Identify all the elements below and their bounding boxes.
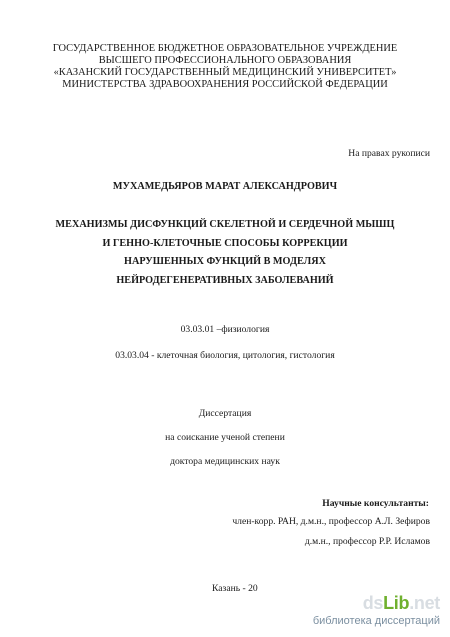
dslib-watermark[interactable] bbox=[310, 593, 440, 633]
rights-note: На правах рукописи bbox=[348, 148, 430, 159]
institution-line-4: МИНИСТЕРСТВА ЗДРАВООХРАНЕНИЯ РОССИЙСКОЙ ФЕДЕРАЦИИ bbox=[62, 79, 388, 90]
consultant-1: член-корр. РАН, д.м.н., профессор А.Л. Зефиров bbox=[232, 516, 430, 527]
title-line-1: МЕХАНИЗМЫ ДИСФУНКЦИЙ СКЕЛЕТНОЙ И СЕРДЕЧНОЙ МЫШЦ bbox=[55, 219, 395, 230]
degree-line-3: доктора медицинских наук bbox=[170, 456, 280, 467]
consultant-2: д.м.н., профессор Р.Р. Исламов bbox=[304, 536, 430, 547]
title-line-3: НАРУШЕННЫХ ФУНКЦИЙ В МОДЕЛЯХ bbox=[124, 256, 326, 267]
degree-line-1: Диссертация bbox=[198, 408, 252, 419]
institution-line-1: ГОСУДАРСТВЕННОЕ БЮДЖЕТНОЕ ОБРАЗОВАТЕЛЬНОЕ УЧРЕЖДЕНИЕ bbox=[52, 43, 398, 54]
dslib-subtitle: библиотека диссертаций bbox=[312, 615, 440, 627]
place-year: Казань - 20 bbox=[212, 583, 258, 594]
specialty-1: 03.03.01 –физиология bbox=[180, 324, 270, 335]
institution-line-2: ВЫСШЕГО ПРОФЕССИОНАЛЬНОГО ОБРАЗОВАНИЯ bbox=[98, 55, 352, 66]
degree-line-2: на соискание ученой степени bbox=[165, 432, 285, 443]
author-name: МУХАМЕДЬЯРОВ МАРАТ АЛЕКСАНДРОВИЧ bbox=[112, 181, 338, 192]
specialty-2: 03.03.04 - клеточная биология, цитология, гистология bbox=[115, 350, 335, 361]
dslib-logo: dsLib.net bbox=[362, 593, 440, 613]
title-line-4: НЕЙРОДЕГЕНЕРАТИВНЫХ ЗАБОЛЕВАНИЙ bbox=[116, 275, 334, 286]
institution-line-3: «КАЗАНСКИЙ ГОСУДАРСТВЕННЫЙ МЕДИЦИНСКИЙ УНИВЕРСИТЕТ» bbox=[53, 67, 397, 78]
title-line-2: И ГЕННО-КЛЕТОЧНЫЕ СПОСОБЫ КОРРЕКЦИИ bbox=[102, 238, 348, 249]
consultants-heading: Научные консультанты: bbox=[322, 498, 429, 509]
